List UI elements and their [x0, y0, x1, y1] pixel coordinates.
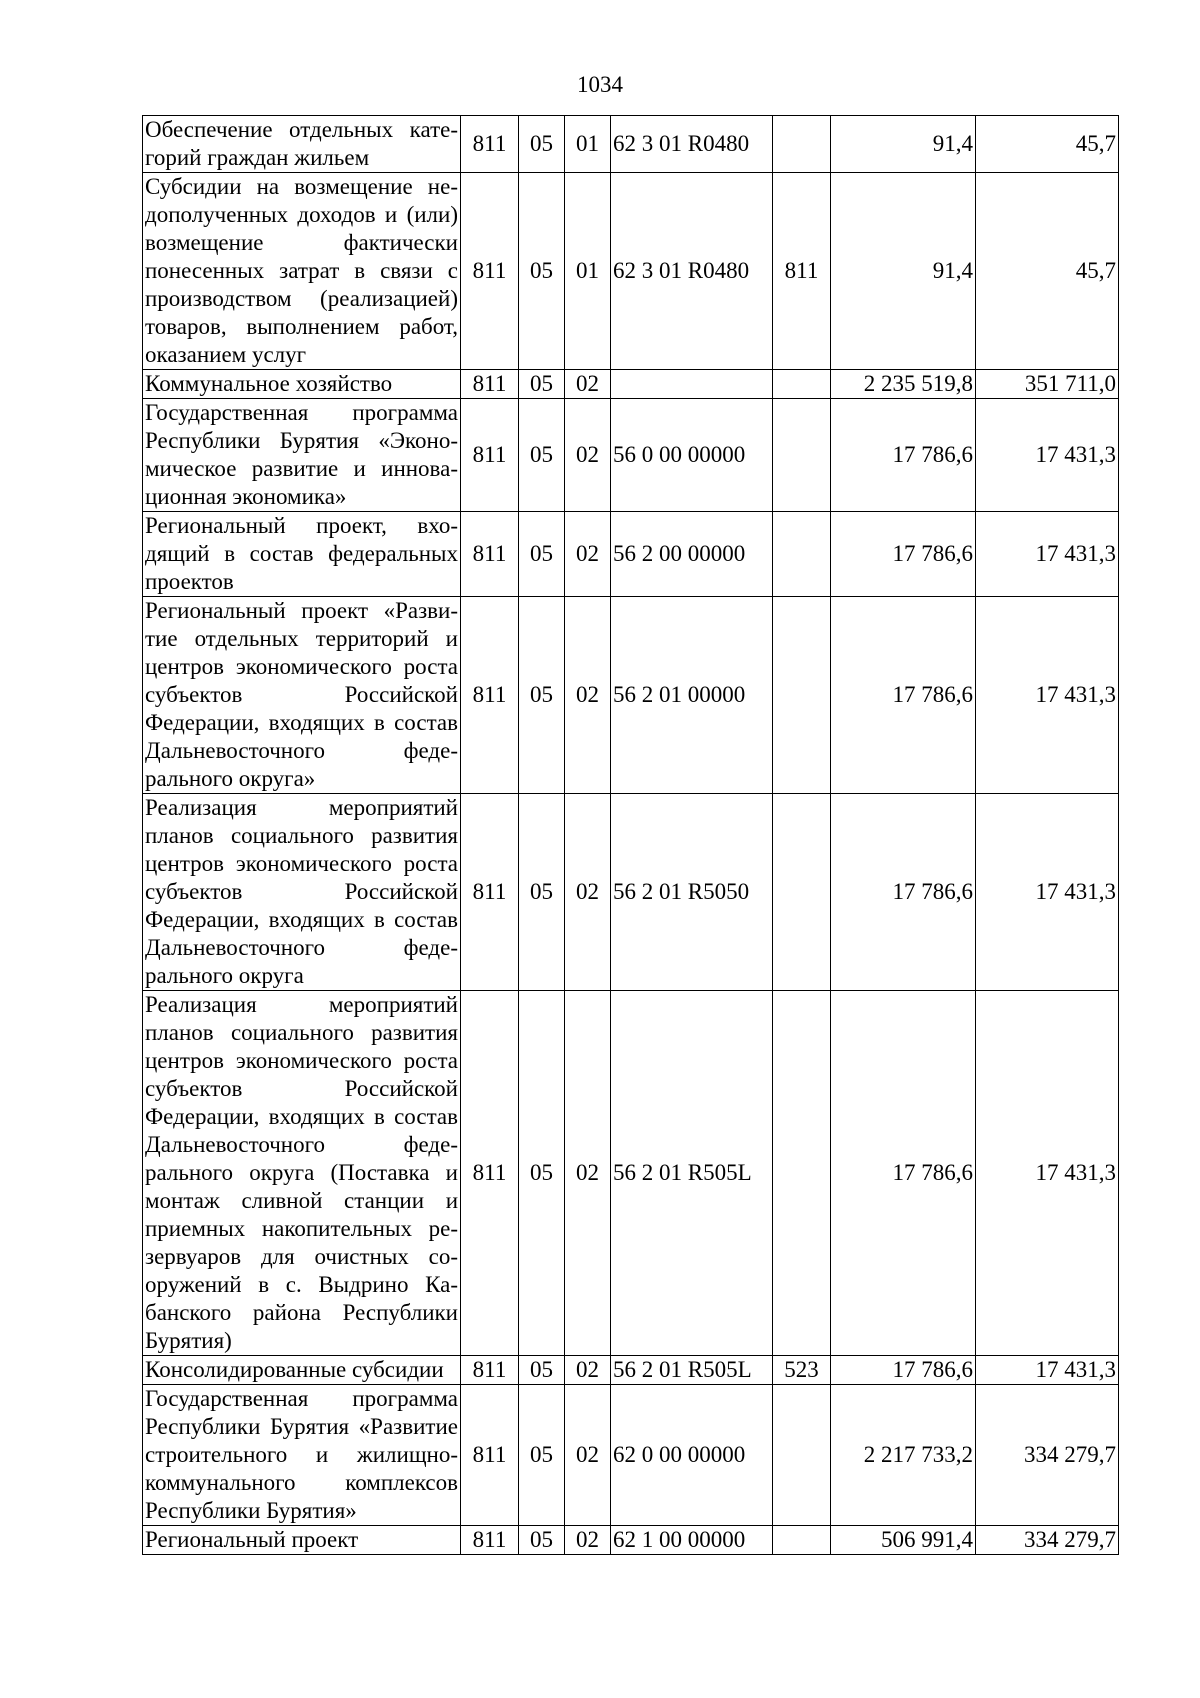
row-sum-2: 17 431,3: [976, 399, 1119, 512]
row-sum-2: 17 431,3: [976, 1356, 1119, 1385]
row-gr: 811: [461, 399, 519, 512]
row-rz: 05: [519, 597, 565, 794]
row-csr: 62 3 01 R0480: [611, 116, 773, 173]
budget-table: [142, 115, 1119, 1555]
row-vr: [773, 1385, 831, 1526]
row-sum-1: 17 786,6: [831, 512, 976, 597]
row-vr: [773, 1526, 831, 1555]
row-pr: 02: [565, 794, 611, 991]
row-pr: 02: [565, 1526, 611, 1555]
table-row: [143, 1526, 1119, 1555]
row-vr: [773, 399, 831, 512]
table-row: [143, 173, 1119, 370]
row-pr: 02: [565, 512, 611, 597]
table-row: [143, 794, 1119, 991]
row-pr: 01: [565, 173, 611, 370]
row-sum-1: 17 786,6: [831, 399, 976, 512]
row-sum-2: 351 711,0: [976, 370, 1119, 399]
row-name: Государственная программа Республики Бурятия «Развитие строительного и жилищно-коммунального комплексов Республики Бурятия»: [143, 1385, 461, 1526]
table-row: [143, 399, 1119, 512]
row-vr: 523: [773, 1356, 831, 1385]
row-gr: 811: [461, 1526, 519, 1555]
row-sum-2: 334 279,7: [976, 1385, 1119, 1526]
row-csr: 56 2 00 00000: [611, 512, 773, 597]
row-csr: 56 2 01 R5050: [611, 794, 773, 991]
row-rz: 05: [519, 991, 565, 1356]
table-row: [143, 597, 1119, 794]
row-sum-1: 2 217 733,2: [831, 1385, 976, 1526]
row-name: Реализация мероприятий планов социального развития центров экономического роста субъектов Российской Федерации, входящих в состав Дальневосточного федерального округа: [143, 794, 461, 991]
row-sum-2: 17 431,3: [976, 794, 1119, 991]
row-csr: 56 2 01 R505L: [611, 1356, 773, 1385]
row-sum-1: 506 991,4: [831, 1526, 976, 1555]
row-vr: [773, 597, 831, 794]
row-gr: 811: [461, 512, 519, 597]
row-name: Консолидированные субсидии: [143, 1356, 461, 1385]
row-vr: [773, 370, 831, 399]
row-sum-1: 17 786,6: [831, 794, 976, 991]
row-csr: 62 3 01 R0480: [611, 173, 773, 370]
row-name: Реализация мероприятий планов социального развития центров экономического роста субъектов Российской Федерации, входящих в состав Дальневосточного федерального округа (Поставка и монтаж сливной станции и приемных накопительных резервуаров для очистных сооружений в с. Выдрино Кабанского района Республики Бурятия): [143, 991, 461, 1356]
row-sum-2: 45,7: [976, 116, 1119, 173]
row-gr: 811: [461, 173, 519, 370]
row-pr: 02: [565, 597, 611, 794]
row-sum-1: 91,4: [831, 173, 976, 370]
table-row: [143, 991, 1119, 1356]
row-rz: 05: [519, 116, 565, 173]
table-row: [143, 512, 1119, 597]
row-rz: 05: [519, 1356, 565, 1385]
row-csr: [611, 370, 773, 399]
row-rz: 05: [519, 1526, 565, 1555]
row-csr: 56 0 00 00000: [611, 399, 773, 512]
row-rz: 05: [519, 1385, 565, 1526]
row-name: Региональный проект: [143, 1526, 461, 1555]
row-rz: 05: [519, 370, 565, 399]
row-rz: 05: [519, 512, 565, 597]
row-csr: 56 2 01 00000: [611, 597, 773, 794]
row-sum-1: 17 786,6: [831, 1356, 976, 1385]
row-csr: 56 2 01 R505L: [611, 991, 773, 1356]
row-csr: 62 0 00 00000: [611, 1385, 773, 1526]
row-name: Субсидии на возмещение недополученных доходов и (или) возмещение фактически понесенных затрат в связи с производством (реализацией) товаров, выполнением работ, оказанием услуг: [143, 173, 461, 370]
row-sum-2: 17 431,3: [976, 597, 1119, 794]
row-pr: 02: [565, 399, 611, 512]
row-gr: 811: [461, 116, 519, 173]
row-name: Коммунальное хозяйство: [143, 370, 461, 399]
row-sum-1: 17 786,6: [831, 991, 976, 1356]
table-row: [143, 1385, 1119, 1526]
row-sum-2: 334 279,7: [976, 1526, 1119, 1555]
row-sum-1: 91,4: [831, 116, 976, 173]
row-sum-1: 2 235 519,8: [831, 370, 976, 399]
row-sum-2: 45,7: [976, 173, 1119, 370]
page-number: 1034: [577, 72, 623, 97]
table-row: [143, 1356, 1119, 1385]
row-vr: [773, 991, 831, 1356]
row-vr: [773, 512, 831, 597]
row-pr: 02: [565, 1356, 611, 1385]
row-vr: [773, 116, 831, 173]
row-gr: 811: [461, 597, 519, 794]
row-gr: 811: [461, 1385, 519, 1526]
row-name: Региональный проект «Развитие отдельных территорий и центров экономического роста субъектов Российской Федерации, входящих в состав Дальневосточного федерального округа»: [143, 597, 461, 794]
row-sum-2: 17 431,3: [976, 512, 1119, 597]
row-rz: 05: [519, 794, 565, 991]
table-row: [143, 370, 1119, 399]
row-pr: 02: [565, 370, 611, 399]
row-vr: 811: [773, 173, 831, 370]
row-name: Региональный проект, входящий в состав федеральных проектов: [143, 512, 461, 597]
row-gr: 811: [461, 1356, 519, 1385]
row-gr: 811: [461, 794, 519, 991]
row-gr: 811: [461, 991, 519, 1356]
row-sum-2: 17 431,3: [976, 991, 1119, 1356]
row-vr: [773, 794, 831, 991]
row-pr: 01: [565, 116, 611, 173]
row-name: Обеспечение отдельных категорий граждан жильем: [143, 116, 461, 173]
row-sum-1: 17 786,6: [831, 597, 976, 794]
row-pr: 02: [565, 1385, 611, 1526]
row-pr: 02: [565, 991, 611, 1356]
row-csr: 62 1 00 00000: [611, 1526, 773, 1555]
table-row: [143, 116, 1119, 173]
row-rz: 05: [519, 173, 565, 370]
row-gr: 811: [461, 370, 519, 399]
row-rz: 05: [519, 399, 565, 512]
row-name: Государственная программа Республики Бурятия «Экономическое развитие и инновационная экономика»: [143, 399, 461, 512]
